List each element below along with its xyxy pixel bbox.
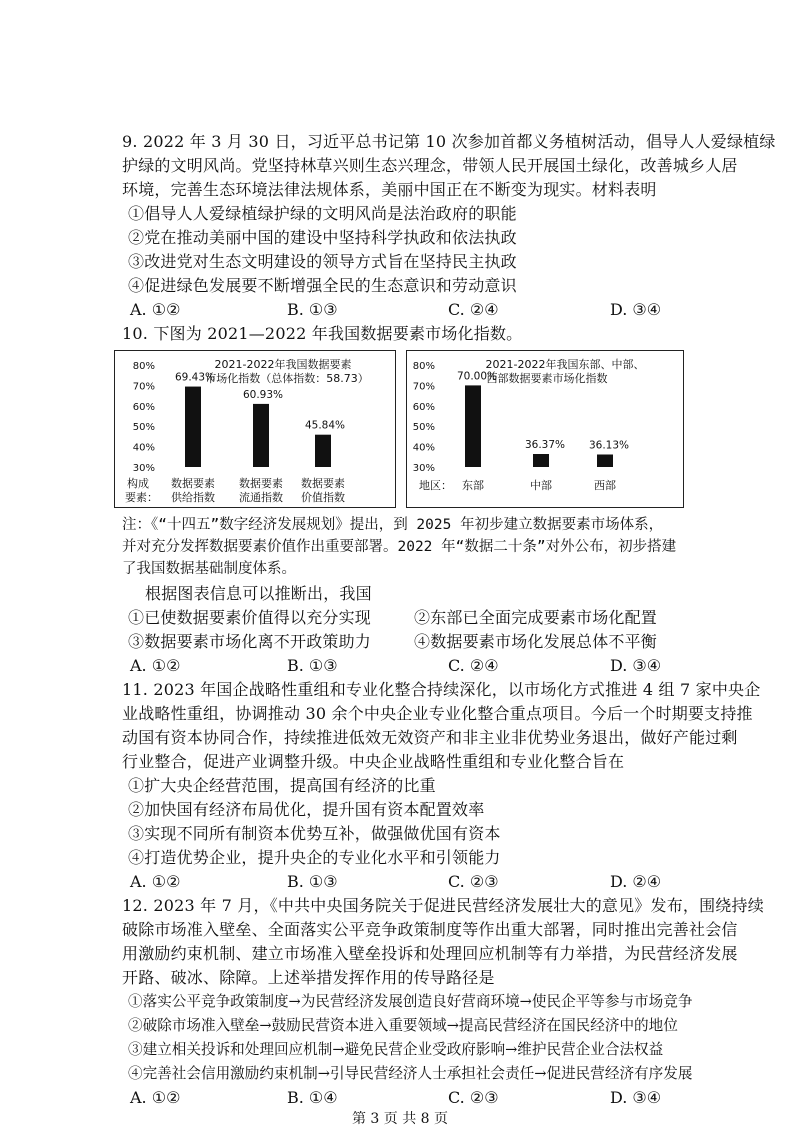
chart1-category-1-line-0: 数据要素 [239,477,283,490]
q9-item-1: ①倡导人人爱绿植绿护绿的文明风尚是法治政府的职能 [128,204,517,223]
q10-note-line-2: 并对充分发挥数据要素价值作出重要部署。2022 年“数据二十条”对外公布，初步搭建 [122,539,677,555]
chart-national-svg [115,351,395,507]
q11-stem-line-2: 业战略性重组，协调推动 30 余个中央企业专业化整合重点项目。今后一个时期要支持推 [122,704,753,723]
chart1-category-0-line-1: 供给指数 [171,491,215,504]
q12-item-4: ④完善社会信用激励约束机制→引导民营经济人士承担社会责任→促进民营经济有序发展 [128,1065,693,1082]
chart2-bar-2 [597,454,613,467]
q9-option-b[interactable]: B. ①③ [287,300,338,319]
q10-note-line-1: 注：《“十四五”数字经济发展规划》提出，到 2025 年初步建立数据要素市场体系， [122,517,664,533]
q11-option-c[interactable]: C. ②③ [448,872,499,891]
chart1-xlabel-line-1: 构成 [127,477,149,490]
q11-item-3: ③实现不同所有制资本优势互补，做强做优国有资本 [128,824,501,843]
page-footer: 第 3 页 共 8 页 [351,1111,449,1127]
q9-item-4: ④促进绿色发展要不断增强全民的生态意识和劳动意识 [128,276,517,295]
chart2-value-label-0: 70.00% [456,370,498,383]
chart1-value-label-1: 60.93% [242,388,284,401]
chart1-category-1-line-1: 流通指数 [239,491,283,504]
chart1-subtitle: 市场化指数（总体指数：58.73） [205,372,369,385]
q12-item-2: ②破除市场准入壁垒→鼓励民营资本进入重要领域→提高民营经济在国民经济中的地位 [128,1017,678,1034]
chart1-bar-1 [253,404,269,467]
q12-item-3: ③建立相关投诉和处理回应机制→避免民营企业受政府影响→维护民营企业合法权益 [128,1041,664,1058]
q10-option-c[interactable]: C. ②④ [448,656,499,675]
chart2-ytick-1: 70% [412,381,435,393]
chart2-bar-1 [533,454,549,467]
q12-option-a[interactable]: A. ①② [130,1088,181,1107]
q9-item-2: ②党在推动美丽中国的建设中坚持科学执政和依法执政 [128,228,517,247]
chart1-ytick-4: 40% [132,442,155,454]
q11-stem-line-1: 11. 2023 年国企战略性重组和专业化整合持续深化，以市场化方式推进 4 组 7 家中央企 [122,680,761,699]
q10-option-a[interactable]: A. ①② [130,656,181,675]
chart2-value-label-1: 36.37% [524,439,566,452]
q12-stem-line-4: 开路、破冰、除障。上述举措发挥作用的传导路径是 [122,968,495,987]
q12-option-d[interactable]: D. ③④ [610,1088,662,1107]
chart1-category-2-line-1: 价值指数 [301,491,345,504]
chart1-ytick-0: 80% [132,361,155,372]
q11-item-2: ②加快国有经济布局优化，提升国有资本配置效率 [128,800,485,819]
chart1-title: 2021-2022年我国数据要素 [214,358,352,371]
q12-option-c[interactable]: C. ②③ [448,1088,499,1107]
chart2-ytick-3: 50% [412,422,435,434]
chart1-category-2-line-0: 数据要素 [301,477,345,490]
chart2-ytick-4: 40% [412,442,435,454]
q12-stem-line-2: 破除市场准入壁垒、全面落实公平竞争政策制度等作出重大部署，同时推出完善社会信 [122,920,738,939]
chart2-value-label-2: 36.13% [588,439,630,452]
chart1-ytick-3: 50% [132,422,155,434]
q11-option-b[interactable]: B. ①③ [287,872,338,891]
chart1-ytick-1: 70% [132,381,155,393]
chart2-category-0: 东部 [462,479,484,492]
chart2-subtitle: 西部数据要素市场化指数 [486,372,608,385]
q10-option-d[interactable]: D. ③④ [610,656,662,675]
chart1-value-label-2: 45.84% [304,419,346,432]
chart1-value-label-0: 69.43% [174,371,216,384]
q12-item-1: ①落实公平竞争政策制度→为民营经济发展创造良好营商环境→使民企平等参与市场竞争 [128,993,693,1010]
q12-option-b[interactable]: B. ①④ [287,1088,338,1107]
chart-national-index [114,350,396,508]
q10-item-2: ②东部已全面完成要素市场化配置 [414,608,658,627]
chart1-ytick-2: 60% [132,401,155,413]
q12-stem-line-3: 用激励约束机制、建立市场准入壁垒投诉和处理回应机制等有力举措，为民营经济发展 [122,944,738,963]
q10-item-4: ④数据要素市场化发展总体不平衡 [414,632,658,651]
chart1-category-0-line-0: 数据要素 [171,477,215,490]
chart2-ytick-2: 60% [412,401,435,413]
chart2-xlabel: 地区： [419,479,452,492]
chart1-bar-0 [185,387,201,467]
q10-note-line-3: 了我国数据基础制度体系。 [122,561,296,577]
q9-stem-line-3: 环境，完善生态环境法律法规体系，美丽中国正在不断变为现实。材料表明 [122,180,657,199]
chart2-ytick-5: 30% [412,463,435,474]
chart-regional-index [406,350,684,508]
chart-regional-svg [407,351,683,507]
q10-item-1: ①已使数据要素价值得以充分实现 [128,608,372,627]
q10-stem: 10. 下图为 2021—2022 年我国数据要素市场化指数。 [122,324,523,343]
q9-option-a[interactable]: A. ①② [130,300,181,319]
q10-question: 根据图表信息可以推断出，我国 [145,584,372,603]
q9-option-d[interactable]: D. ③④ [610,300,662,319]
q11-stem-line-3: 动国有资本协同合作，持续推进低效无效资产和非主业非优势业务退出，做好产能过剩 [122,728,738,747]
q9-item-3: ③改进党对生态文明建设的领导方式旨在坚持民主执政 [128,252,517,271]
q12-stem-line-1: 12. 2023 年 7 月，《中共中央国务院关于促进民营经济发展壮大的意见》发布，围绕持续 [122,896,764,915]
chart1-xlabel-line-2: 要素： [125,491,158,504]
chart2-ytick-0: 80% [412,361,435,372]
q11-item-1: ①扩大央企经营范围，提高国有经济的比重 [128,776,436,795]
q11-stem-line-4: 行业整合，促进产业调整升级。中央企业战略性重组和专业化整合旨在 [122,752,625,771]
chart2-category-2: 西部 [594,479,616,492]
chart1-ytick-5: 30% [132,463,155,474]
q9-stem-line-2: 护绿的文明风尚。党坚持林草兴则生态兴理念，带领人民开展国土绿化，改善城乡人居 [122,156,738,175]
q10-option-b[interactable]: B. ①③ [287,656,338,675]
chart2-title: 2021-2022年我国东部、中部、 [485,358,645,371]
q11-item-4: ④打造优势企业，提升央企的专业化水平和引领能力 [128,848,501,867]
chart2-category-1: 中部 [530,479,552,492]
q9-stem-line-1: 9. 2022 年 3 月 30 日，习近平总书记第 10 次参加首都义务植树活动，倡导人人爱绿植绿 [122,132,776,151]
chart2-bar-0 [465,385,481,467]
chart1-bar-2 [315,435,331,467]
q9-option-c[interactable]: C. ②④ [448,300,499,319]
q11-option-d[interactable]: D. ②④ [610,872,662,891]
q10-item-3: ③数据要素市场化离不开政策助力 [128,632,372,651]
q11-option-a[interactable]: A. ①② [130,872,181,891]
